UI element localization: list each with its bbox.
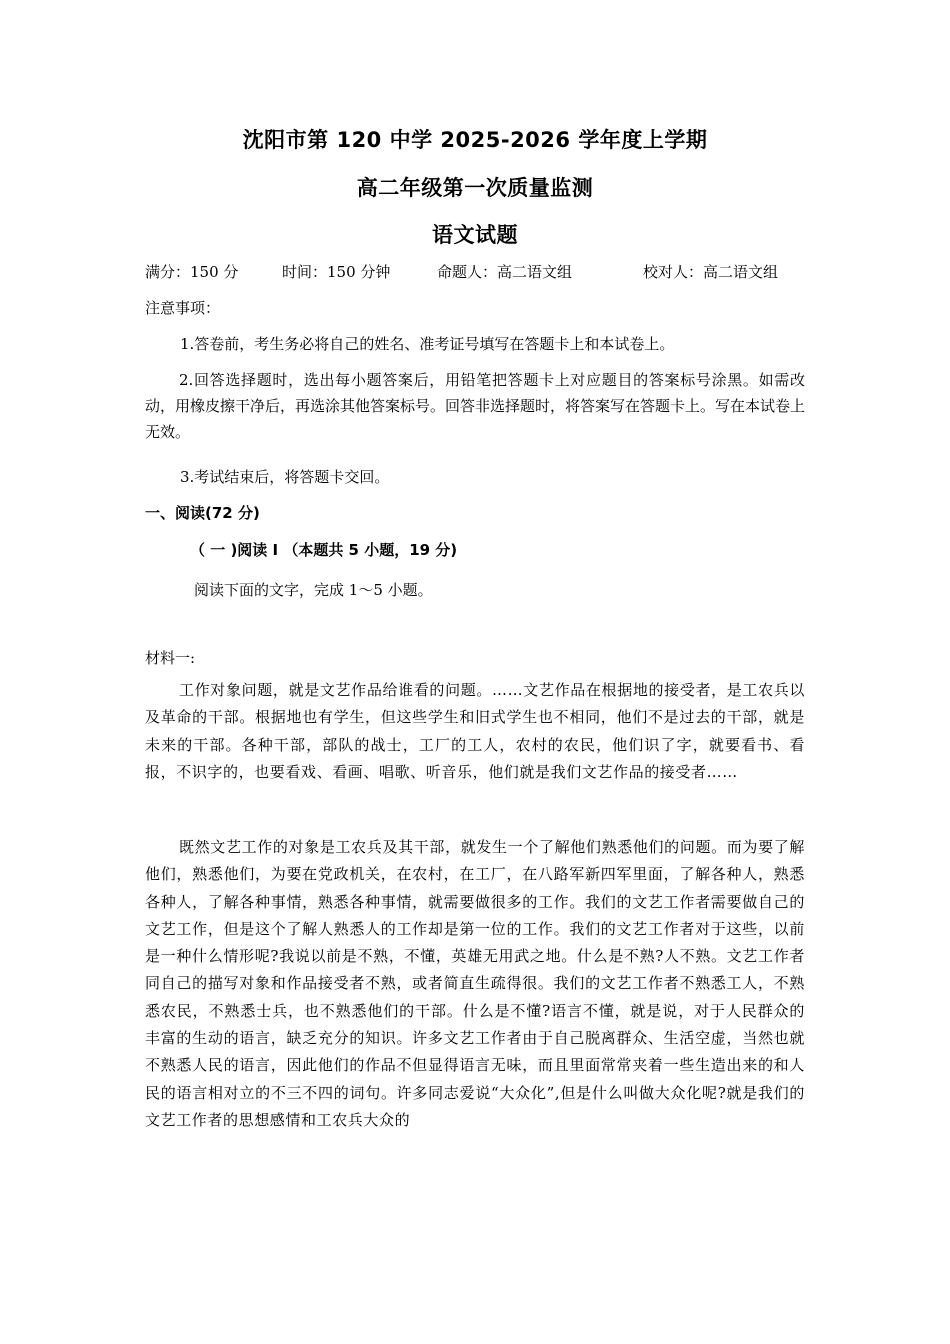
proofreader: 校对人：高二语文组 xyxy=(643,263,779,281)
sub-section-heading: （ 一 )阅读 I （本题共 5 小题，19 分) xyxy=(190,541,458,559)
note-item-1: 1.答卷前，考生务必将自己的姓名、准考证号填写在答题卡上和本试卷上。 xyxy=(180,335,675,353)
exam-title-subject: 语文试题 xyxy=(432,223,518,247)
exam-title-school: 沈阳市第 120 中学 2025-2026 学年度上学期 xyxy=(242,128,708,152)
duration: 时间：150 分钟 xyxy=(282,263,391,281)
exam-title-grade: 高二年级第一次质量监测 xyxy=(356,176,594,200)
notes-heading: 注意事项： xyxy=(145,299,221,317)
note-item-2: 2.回答选择题时，选出每小题答案后，用铅笔把答题卡上对应题目的答案标号涂黑。如需改动，用橡皮擦干净后，再选涂其他答案标号。回答非选择题时，将答案写在答题卡上。写在本试卷上无效。 xyxy=(145,371,806,441)
reading-instruction: 阅读下面的文字，完成 1～5 小题。 xyxy=(194,581,433,599)
full-score: 满分：150 分 xyxy=(145,263,239,281)
material-paragraph-1: 工作对象问题，就是文艺作品给谁看的问题。……文艺作品在根据地的接受者，是工农兵以及革命的干部。根据地也有学生，但这些学生和旧式学生也不相同，他们不是过去的干部，就是未来的干部。各种干部，部队的战士，工厂的工人，农村的农民，他们识了字，就要看书、看报，不识字的，也要看戏、看画、唱歌、听音乐，他们就是我们文艺作品的接受者…… xyxy=(145,681,805,781)
section-heading: 一、阅读(72 分) xyxy=(145,504,260,522)
material-label: 材料一: xyxy=(145,649,196,667)
material-paragraph-2: 既然文艺工作的对象是工农兵及其干部，就发生一个了解他们熟悉他们的问题。而为要了解他们，熟悉他们，为要在党政机关，在农村，在工厂，在八路军新四军里面，了解各种人，熟悉各种人，了解各种事情，熟悉各种事情，就需要做很多的工作。我们的文艺工作者需要做自己的文艺工作，但是这个了解人熟悉人的工作却是第一位的工作。我们的文艺工作者对于这些，以前是一种什么情形呢?我说以前是不熟，不懂，英雄无用武之地。什么是不熟?人不熟。文艺工作者同自己的描写对象和作品接受者不熟，或者简直生疏得很。我们的文艺工作者不熟悉工人，不熟悉农民，不熟悉士兵，也不熟悉他们的干部。什么是不懂?语言不懂，就是说，对于人民群众的丰富的生动的语言，缺乏充分的知识。许多文艺工作者由于自己脱离群众、生活空虚，当然也就不熟悉人民的语言，因此他们的作品不但显得语言无味，而且里面常常夹着一些生造出来的和人民的语言相对立的不三不四的词句。许多同志爱说“大众化”,但是什么叫做大众化呢?就是我们的文艺工作者的思想感情和工农兵大众的 xyxy=(145,838,805,1129)
setter: 命题人：高二语文组 xyxy=(437,263,573,281)
note-item-3: 3.考试结束后，将答题卡交回。 xyxy=(180,468,390,486)
